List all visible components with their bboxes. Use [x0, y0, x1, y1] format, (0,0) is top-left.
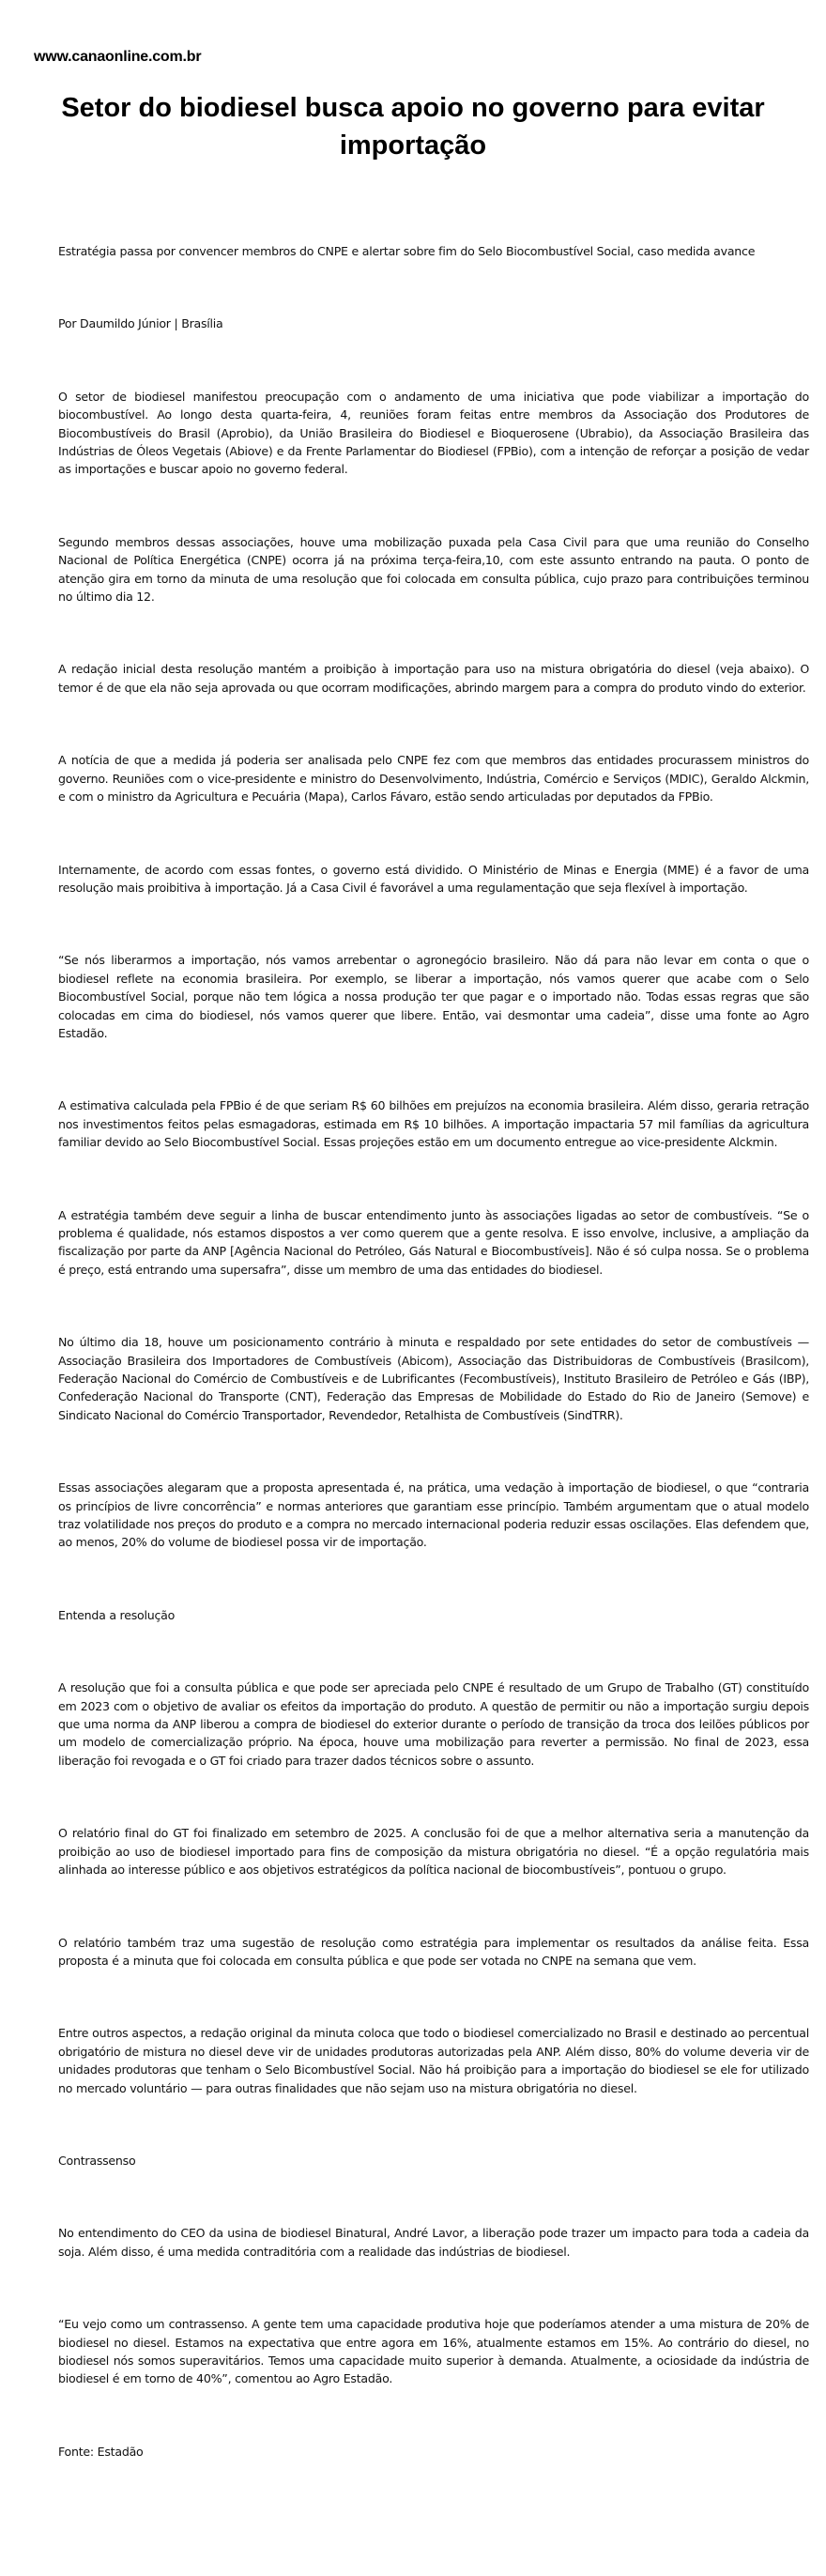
paragraph: O relatório também traz uma sugestão de resolução como estratégia para implementar os resultados da análise feita. Essa proposta é a minuta que foi colocada em consulta pública e que pode ser votada no CNPE na semana que vem. [58, 1935, 809, 1968]
paragraph: No último dia 18, houve um posicionamento contrário à minuta e respaldado por sete entidades do setor de combustíveis — Associação Brasileira dos Importadores de Combustíveis (Abicom), Associação das Distribuidoras de Combustíveis (Brasilcom), Federação Nacional do Comércio de Combustíveis e de Lubrificantes (Fecombustíveis), Instituto Brasileiro de Petróleo e Gás (IBP), Confederação Nacional do Transporte (CNT), Federação das Empresas de Mobilidade do Estado do Rio de Janeiro (Semove) e Sindicato Nacional do Comércio Transportador, Revendedor, Retalhista de Combustíveis (SindTRR). [58, 1335, 809, 1422]
paragraph: Essas associações alegaram que a proposta apresentada é, na prática, uma vedação à importação de biodiesel, o que “contraria os princípios de livre concorrência” e normas anteriores que garantiam esse princípio. Também argumentam que o atual modelo traz volatilidade nos preços do produto e a compra no mercado internacional poderia reduzir essas oscilações. Elas defendem que, ao menos, 20% do volume de biodiesel possa vir de importação. [58, 1480, 809, 1550]
paragraph: Segundo membros dessas associações, houve uma mobilização puxada pela Casa Civil para que uma reunião do Conselho Nacional de Política Energética (CNPE) ocorra já na próxima terça-feira,10, com este assunto entrando na pauta. O ponto de atenção gira em torno da minuta de uma resolução que foi colocada em consulta pública, cujo prazo para contribuições terminou no último dia 12. [58, 534, 809, 605]
site-url: www.canaonline.com.br [34, 49, 202, 65]
paragraph: Internamente, de acordo com essas fontes, o governo está dividido. O Ministério de Minas e Energia (MME) é a favor de uma resolução mais proibitiva à importação. Já a Casa Civil é favorável a uma regulamentação que seja flexível à importação. [58, 862, 809, 895]
paragraph: A resolução que foi a consulta pública e que pode ser apreciada pelo CNPE é resultado de um Grupo de Trabalho (GT) constituído em 2023 com o objetivo de avaliar os efeitos da importação do produto. A questão de permitir ou não a importação surgiu depois que uma norma da ANP liberou a compra de biodiesel do exterior durante o período de transição da troca dos leilões públicos por um modelo de comercialização próprio. Na época, houve uma mobilização para reverter a permissão. No final de 2023, essa liberação foi revogada e o GT foi criado para trazer dados técnicos sobre o assunto. [58, 1680, 809, 1768]
article-byline: Por Daumildo Júnior | Brasília [58, 316, 223, 331]
paragraph: O relatório final do GT foi finalizado em setembro de 2025. A conclusão foi de que a melhor alternativa seria a manutenção da proibição ao uso de biodiesel importado para fins de composição da mistura obrigatória no diesel. “É a opção regulatória mais alinhada ao interesse público e aos objetivos estratégicos da política nacional de biocombustíveis”, pontuou o grupo. [58, 1826, 809, 1878]
article-subtitle: Estratégia passa por convencer membros do CNPE e alertar sobre fim do Selo Biocombustível Social, caso medida avance [58, 244, 756, 258]
paragraph: No entendimento do CEO da usina de biodiesel Binatural, André Lavor, a liberação pode trazer um impacto para toda a cadeia da soja. Além disso, é uma medida contraditória com a realidade das indústrias de biodiesel. [58, 2226, 809, 2259]
article-source: Fonte: Estadão [58, 2444, 144, 2459]
section-heading-entenda: Entenda a resolução [58, 1607, 176, 1622]
section-heading-contrassenso: Contrassenso [58, 2153, 136, 2168]
paragraph: A estimativa calculada pela FPBio é de que seriam R$ 60 bilhões em prejuízos na economia brasileira. Além disso, geraria retração nos investimentos feitos pelas esmagadoras, estimada em R$ 10 bilhões. A importação impactaria 57 mil famílias da agricultura familiar devido ao Selo Biocombustível Social. Essas projeções estão em um documento entregue ao vice-presidente Alckmin. [58, 1098, 809, 1150]
quote-paragraph: “Se nós liberarmos a importação, nós vamos arrebentar o agronegócio brasileiro. Não dá para não levar em conta o que o biodiesel reflete na economia brasileira. Por exemplo, se liberar a importação, nós vamos querer que acabe com o Selo Biocombustível Social, porque não tem lógica a nossa produção ter que pagar e o importado não. Todas essas regras que são colocadas em cima do biodiesel, nós vamos querer que libere. Então, vai desmontar uma cadeia”, disse uma fonte ao Agro Estadão. [58, 953, 809, 1040]
paragraph: A redação inicial desta resolução mantém a proibição à importação para uso na mistura obrigatória do diesel (veja abaixo). O temor é de que ela não seja aprovada ou que ocorram modificações, abrindo margem para a compra do produto vindo do exterior. [58, 662, 809, 695]
paragraph: Entre outros aspectos, a redação original da minuta coloca que todo o biodiesel comercializado no Brasil e destinado ao percentual obrigatório de mistura no diesel deve vir de unidades produtoras autorizadas pela ANP. Além disso, 80% do volume deveria vir de unidades produtoras que tenham o Selo Bicombustível Social. Não há proibição para a importação do biodiesel se ele for utilizado no mercado voluntário — para outras finalidades que não sejam uso na mistura obrigatória no diesel. [58, 2026, 809, 2095]
paragraph: A estratégia também deve seguir a linha de buscar entendimento junto às associações ligadas ao setor de combustíveis. “Se o problema é qualidade, nós estamos dispostos a ver como querem que a gente resolva. E isso envolve, inclusive, a ampliação da fiscalização por parte da ANP [Agência Nacional do Petróleo, Gás Natural e Biocombustíveis]. Não é só culpa nossa. Se o problema é preço, está entrando uma supersafra”, disse um membro de uma das entidades do biodiesel. [58, 1207, 809, 1277]
paragraph: A notícia de que a medida já poderia ser analisada pelo CNPE fez com que membros das entidades procurassem ministros do governo. Reuniões com o vice-presidente e ministro do Desenvolvimento, Indústria, Comércio e Serviços (MDIC), Geraldo Alckmin, e com o ministro da Agricultura e Pecuária (Mapa), Carlos Fávaro, estão sendo articuladas por deputados da FPBio. [58, 753, 809, 805]
article-title: Setor do biodiesel busca apoio no governo para evitar importação [61, 93, 765, 161]
article-body [58, 242, 809, 2461]
paragraph: O setor de biodiesel manifestou preocupação com o andamento de uma iniciativa que pode viabilizar a importação do biocombustível. Ao longo desta quarta-feira, 4, reuniões foram feitas entre membros da Associação dos Produtores de Biocombustíveis do Brasil (Aprobio), da União Brasileira do Biodiesel e Bioquerosene (Ubrabio), da Associação Brasileira das Indústrias de Óleos Vegetais (Abiove) e da Frente Parlamentar do Biodiesel (FPBio), com a intenção de reforçar a posição de vedar as importações e buscar apoio no governo federal. [58, 389, 809, 477]
quote-paragraph: “Eu vejo como um contrassenso. A gente tem uma capacidade produtiva hoje que poderíamos atender a uma mistura de 20% de biodiesel no diesel. Estamos na expectativa que entre agora em 16%, atualmente estamos em 15%. Ao contrário do diesel, no biodiesel nós somos superavitários. Temos uma capacidade muito superior à demanda. Atualmente, a ociosidade da indústria de biodiesel é em torno de 40%”, comentou ao Agro Estadão. [58, 2317, 809, 2386]
